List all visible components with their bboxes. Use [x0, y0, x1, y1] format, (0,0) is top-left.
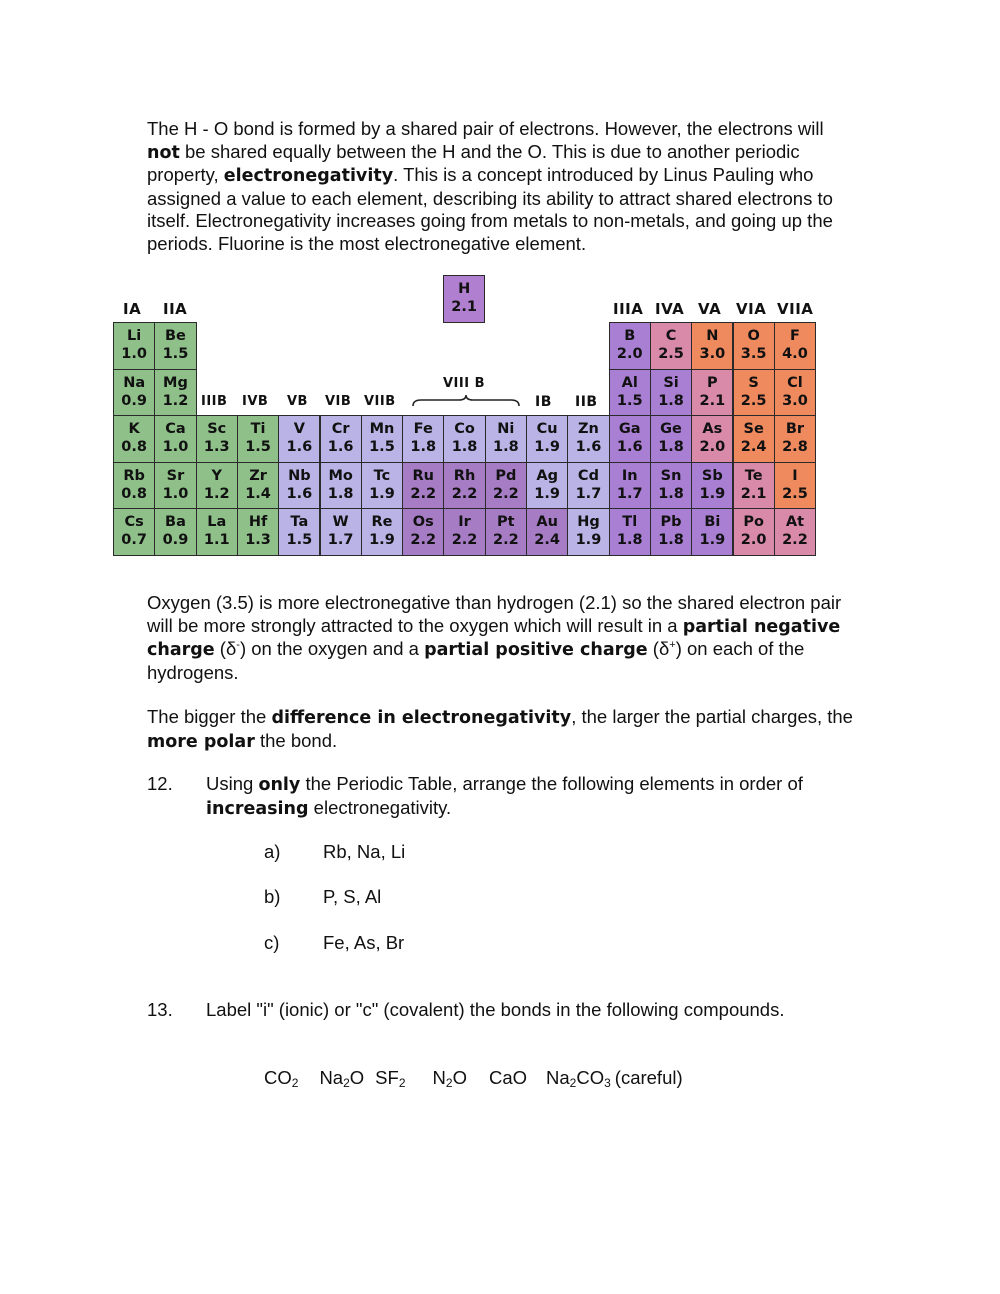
electronegativity-value: 1.9: [369, 485, 395, 502]
compound-part: CO: [264, 1067, 292, 1088]
element-cell-na: [113, 369, 155, 417]
electronegativity-value: 1.7: [327, 532, 354, 548]
compound-n2o: [433, 1067, 467, 1088]
element-symbol: Hg: [577, 514, 600, 530]
element-symbol: W: [332, 514, 349, 530]
electronegativity-value: 1.7: [616, 485, 643, 502]
element-cell-o: [733, 322, 775, 370]
electronegativity-value: 1.8: [410, 439, 437, 455]
element-symbol: Ru: [412, 467, 434, 484]
question-13-number: 13.: [147, 999, 173, 1020]
element-symbol: Os: [412, 514, 434, 530]
group-label-va: VA: [698, 300, 722, 318]
group-label-iia: IIA: [163, 300, 188, 318]
bold-only: only: [258, 775, 301, 795]
element-cell-fe: [402, 415, 444, 463]
element-cell-ga: [609, 415, 651, 463]
compound-cao: CaO: [488, 1067, 527, 1088]
group-label-vb: VB: [287, 394, 308, 409]
element-cell-bi: [691, 508, 733, 556]
element-cell-cs: [113, 508, 155, 556]
electronegativity-value: 0.9: [162, 532, 189, 548]
superscript-plus: +: [669, 639, 676, 652]
intro-bold-not: not: [147, 142, 180, 163]
element-symbol: Ti: [250, 421, 266, 437]
oxygen-text: ) on each of the hydrogens.: [147, 638, 805, 683]
element-cell-rh: [443, 462, 485, 510]
element-symbol: Bi: [704, 514, 721, 530]
group-label-via: VIA: [736, 300, 767, 318]
electronegativity-value: 1.3: [203, 439, 230, 455]
element-symbol: Po: [743, 514, 764, 530]
element-symbol: Mo: [328, 467, 353, 484]
element-symbol: In: [621, 467, 638, 484]
element-cell-pb: [650, 508, 692, 556]
element-symbol: Cd: [577, 467, 599, 484]
element-cell-in: [609, 462, 651, 510]
element-cell-zr: [237, 462, 279, 510]
bold-partial-positive: partial positive charge: [424, 640, 648, 661]
intro-bold-electronegativity: electronegativity: [223, 166, 394, 187]
oxygen-text: (δ: [647, 638, 670, 660]
element-cell-tl: [609, 508, 651, 556]
electronegativity-value: 1.5: [369, 439, 395, 455]
element-symbol: Sn: [660, 467, 682, 484]
element-symbol: Ga: [618, 421, 641, 437]
intro-text: be shared equally between the H and the O. This is due to another periodic property,: [147, 140, 800, 186]
compound-sf2: [375, 1067, 405, 1088]
compound-part: Na: [546, 1067, 570, 1088]
question-12-text: [206, 773, 856, 820]
element-cell-br: [774, 415, 816, 463]
electronegativity-value: 2.8: [782, 439, 808, 455]
bold-increasing: increasing: [206, 798, 309, 819]
electronegativity-value: 1.0: [121, 346, 147, 362]
polarity-text: the bond.: [254, 729, 338, 751]
electronegativity-value: 2.2: [451, 485, 478, 502]
element-cell-mn: [361, 415, 403, 463]
group-label-viia: VIIA: [777, 300, 814, 318]
bold-partial-negative: partial negative charge: [147, 616, 841, 661]
subscript: 3: [604, 1076, 611, 1090]
group-label-ib: IB: [535, 394, 552, 410]
electronegativity-value: 2.0: [616, 346, 643, 362]
electronegativity-value: 0.8: [121, 439, 147, 455]
electronegativity-value: 4.0: [782, 346, 808, 362]
element-symbol: Tc: [373, 467, 391, 484]
element-cell-pd: [485, 462, 527, 510]
compound-list: [264, 1067, 683, 1095]
electronegativity-value: 1.9: [575, 532, 602, 548]
electronegativity-value: 1.2: [203, 485, 230, 502]
element-cell-se: [733, 415, 775, 463]
subscript: 2: [569, 1076, 577, 1090]
intro-paragraph: [147, 118, 857, 256]
element-cell-at: [774, 508, 816, 556]
compound-na2o: [319, 1067, 364, 1088]
electronegativity-value: 1.6: [616, 439, 643, 455]
compound-co2: [264, 1067, 298, 1088]
electronegativity-value: 2.1: [740, 485, 767, 502]
electronegativity-value: 1.3: [245, 532, 271, 548]
element-symbol: Fe: [413, 421, 433, 437]
element-symbol: Y: [211, 467, 222, 484]
electronegativity-value: 1.9: [534, 485, 560, 502]
electronegativity-value: 2.1: [699, 392, 726, 409]
electronegativity-value: 1.7: [575, 485, 602, 502]
electronegativity-value: 1.8: [658, 485, 684, 502]
element-cell-ta: [278, 508, 320, 556]
element-cell-cr: [320, 415, 362, 463]
element-symbol: C: [665, 328, 677, 344]
q12-item-b-text: P, S, Al: [323, 886, 382, 907]
element-symbol: Nb: [288, 467, 311, 484]
electronegativity-value: 1.6: [327, 439, 354, 455]
element-symbol: K: [128, 421, 140, 437]
polarity-text: , the larger the partial charges, the: [571, 706, 853, 727]
electronegativity-value: 1.8: [658, 532, 684, 548]
element-symbol: At: [785, 514, 805, 530]
q12-text: Using: [206, 773, 259, 794]
electronegativity-value: 1.8: [658, 439, 684, 455]
electronegativity-value: 1.9: [534, 439, 560, 455]
electronegativity-value: 1.5: [162, 346, 189, 362]
electronegativity-value: 2.2: [492, 532, 519, 548]
element-symbol: Si: [663, 374, 679, 391]
group-label-iiib: IIIB: [201, 394, 228, 409]
element-cell-v: [278, 415, 320, 463]
element-cell-y: [196, 462, 238, 510]
subscript: 2: [291, 1076, 299, 1090]
element-cell-ca: [154, 415, 196, 463]
electronegativity-value: 2.0: [740, 532, 767, 548]
element-cell-li: [113, 322, 155, 370]
element-symbol: Ba: [165, 514, 186, 530]
element-symbol: Rb: [123, 467, 145, 484]
compound-na2co3: [546, 1067, 611, 1088]
element-symbol: Sc: [207, 421, 227, 437]
electronegativity-value: 2.5: [782, 485, 808, 502]
element-symbol: Pd: [495, 467, 517, 484]
subscript: 2: [343, 1076, 350, 1090]
element-symbol: Ag: [536, 467, 558, 484]
element-symbol: Br: [785, 421, 805, 437]
element-cell-sr: [154, 462, 196, 510]
compound-part: O: [349, 1067, 365, 1088]
element-symbol: Ta: [290, 514, 309, 530]
element-symbol: Mg: [163, 374, 188, 391]
element-symbol: Rh: [453, 467, 476, 484]
element-cell-ag: [526, 462, 568, 510]
element-cell-k: [113, 415, 155, 463]
element-cell-mo: [320, 462, 362, 510]
element-cell-nb: [278, 462, 320, 510]
compound-part: Na: [319, 1067, 344, 1088]
intro-text: . This is a concept introduced by Linus Pauling who assigned a value to each element, describing its ability to attract shared electrons to itself. Electronegativity increases going from metals to non-metals, and going up the periods. Fluorine is the most electronegative element.: [147, 164, 833, 254]
element-cell-rb: [113, 462, 155, 510]
electronegativity-value: 1.5: [286, 532, 313, 548]
element-symbol: S: [748, 374, 759, 391]
element-cell-te: [733, 462, 775, 510]
element-cell-s: [733, 369, 775, 417]
electronegativity-value: 0.7: [121, 532, 147, 548]
q12-item-a-text: Rb, Na, Li: [323, 841, 406, 862]
element-symbol: Ge: [660, 421, 682, 437]
element-symbol: Re: [371, 514, 393, 530]
element-symbol: Ni: [497, 421, 515, 437]
group-label-vib: VIB: [325, 394, 352, 409]
electronegativity-value: 1.5: [245, 439, 271, 455]
superscript-minus: -: [236, 639, 240, 652]
group-label-ia: IA: [123, 300, 142, 318]
compound-part: SF: [375, 1067, 399, 1088]
element-cell-pt: [485, 508, 527, 556]
electronegativity-value: 2.2: [782, 532, 808, 548]
element-symbol: Zn: [578, 421, 599, 437]
q12-text: the Periodic Table, arrange the following elements in order of: [300, 773, 803, 794]
question-13-text: Label "i" (ionic) or "c" (covalent) the bonds in the following compounds.: [206, 999, 785, 1020]
element-cell-n: [691, 322, 733, 370]
element-cell-re: [361, 508, 403, 556]
intro-text: The H - O bond is formed by a shared pair of electrons. However, the electrons will: [147, 118, 824, 139]
element-cell-ir: [443, 508, 485, 556]
element-cell-hf: [237, 508, 279, 556]
electronegativity-value: 1.9: [369, 532, 395, 548]
electronegativity-value: 0.9: [121, 392, 147, 409]
electronegativity-value: 1.6: [286, 485, 313, 502]
electronegativity-value: 1.6: [575, 439, 602, 455]
element-cell-w: [320, 508, 362, 556]
element-symbol: Ca: [165, 421, 186, 437]
electronegativity-value: 1.9: [699, 485, 726, 502]
element-cell-as: [691, 415, 733, 463]
careful-note: (careful): [614, 1067, 683, 1088]
element-symbol: N: [706, 328, 719, 344]
element-symbol: Cr: [331, 421, 350, 437]
electronegativity-value: 1.8: [492, 439, 519, 455]
oxygen-text: Oxygen (3.5) is more electronegative than hydrogen (2.1) so the shared electron pair will be more strongly attracted to the oxygen which will result in a: [147, 592, 842, 636]
element-cell-b: [609, 322, 651, 370]
oxygen-paragraph: [147, 592, 857, 684]
element-cell-c: [650, 322, 692, 370]
electronegativity-value: 2.5: [658, 346, 684, 362]
element-cell-ti: [237, 415, 279, 463]
element-cell-au: [526, 508, 568, 556]
periodic-table-figure: [113, 268, 814, 568]
electronegativity-value: 1.2: [162, 392, 189, 409]
subscript: 2: [398, 1076, 406, 1090]
element-cell-tc: [361, 462, 403, 510]
q12-item-b-label: b): [264, 886, 281, 907]
element-cell-al: [609, 369, 651, 417]
element-cell-ba: [154, 508, 196, 556]
polarity-paragraph: [147, 706, 857, 753]
group-label-iiia: IIIA: [613, 300, 644, 318]
element-symbol: Pt: [497, 514, 515, 530]
element-symbol: Sr: [166, 467, 185, 484]
element-symbol: Au: [536, 514, 558, 530]
bold-more-polar: more polar: [147, 731, 255, 752]
element-symbol: Sb: [701, 467, 723, 484]
element-cell-ru: [402, 462, 444, 510]
element-symbol: Li: [127, 328, 142, 344]
compound-part: O: [452, 1067, 467, 1088]
element-symbol: Na: [123, 374, 146, 391]
element-cell-ni: [485, 415, 527, 463]
electronegativity-value: 2.2: [492, 485, 519, 502]
element-cell-cd: [567, 462, 609, 510]
element-symbol: V: [293, 421, 305, 437]
element-symbol: Cu: [536, 421, 558, 437]
element-cell-os: [402, 508, 444, 556]
group-label-ivb: IVB: [242, 394, 269, 409]
question-12-number: 12.: [147, 773, 173, 794]
element-cell-f: [774, 322, 816, 370]
group-label-iva: IVA: [655, 300, 685, 318]
electronegativity-value: 1.0: [162, 439, 189, 455]
element-cell-h: [443, 275, 485, 323]
element-cell-si: [650, 369, 692, 417]
element-cell-hg: [567, 508, 609, 556]
element-cell-i: [774, 462, 816, 510]
element-cell-be: [154, 322, 196, 370]
electronegativity-value: 0.8: [121, 485, 147, 502]
element-symbol: Se: [743, 421, 764, 437]
electronegativity-value: 2.0: [699, 439, 726, 455]
q12-item-c-text: Fe, As, Br: [323, 932, 405, 953]
viiib-brace: [411, 394, 521, 410]
element-cell-la: [196, 508, 238, 556]
element-symbol: Mn: [369, 421, 395, 437]
element-cell-mg: [154, 369, 196, 417]
polarity-text: The bigger the: [147, 706, 272, 727]
electronegativity-value: 3.0: [699, 346, 726, 362]
element-symbol: Pb: [660, 514, 682, 530]
electronegativity-value: 1.5: [616, 392, 643, 409]
element-cell-cl: [774, 369, 816, 417]
element-symbol: Te: [744, 467, 763, 484]
element-cell-sn: [650, 462, 692, 510]
group-label-iib: IIB: [575, 394, 598, 410]
electronegativity-value: 2.2: [410, 532, 437, 548]
element-symbol: As: [702, 421, 723, 437]
element-symbol: Zr: [249, 467, 267, 484]
element-symbol: Al: [621, 374, 638, 391]
electronegativity-value: 1.8: [658, 392, 684, 409]
electronegativity-value: 2.5: [740, 392, 767, 409]
electronegativity-value: 2.4: [740, 439, 767, 455]
subscript: 2: [445, 1076, 453, 1090]
q12-text: electronegativity.: [308, 796, 452, 818]
element-symbol: P: [707, 374, 718, 391]
element-symbol: La: [207, 514, 227, 530]
electronegativity-value: 2.2: [410, 485, 437, 502]
oxygen-text: ) on the oxygen and a: [239, 638, 425, 660]
q12-item-a-label: a): [264, 841, 281, 862]
electronegativity-value: 1.0: [162, 485, 189, 502]
element-cell-ge: [650, 415, 692, 463]
electronegativity-value: 3.0: [782, 392, 808, 409]
electronegativity-value: 1.8: [327, 485, 354, 502]
element-symbol: B: [624, 328, 636, 344]
electronegativity-value: 1.4: [245, 485, 271, 502]
electronegativity-value: 1.1: [203, 532, 230, 548]
element-symbol: Tl: [622, 514, 638, 530]
element-cell-cu: [526, 415, 568, 463]
electronegativity-value: 2.2: [451, 532, 478, 548]
bold-difference: difference in electronegativity: [271, 708, 572, 728]
electronegativity-value: 3.5: [740, 346, 767, 362]
element-cell-co: [443, 415, 485, 463]
group-label-viib: VIIB: [364, 394, 396, 409]
electronegativity-value: 2.1: [451, 299, 477, 315]
element-symbol: Cl: [787, 374, 803, 391]
element-cell-zn: [567, 415, 609, 463]
element-cell-po: [733, 508, 775, 556]
element-symbol: I: [792, 467, 798, 484]
electronegativity-value: 1.8: [616, 532, 643, 548]
element-cell-sb: [691, 462, 733, 510]
element-symbol: Cs: [124, 514, 144, 530]
compound-part: CO: [576, 1067, 605, 1088]
element-symbol: H: [458, 281, 471, 297]
electronegativity-value: 1.8: [451, 439, 478, 455]
element-cell-p: [691, 369, 733, 417]
electronegativity-value: 1.6: [286, 439, 313, 455]
group-label-viiib: VIII B: [443, 376, 486, 391]
element-symbol: Ir: [458, 514, 471, 530]
element-symbol: Hf: [248, 514, 268, 530]
oxygen-text: (δ: [214, 638, 237, 660]
electronegativity-value: 2.4: [534, 532, 560, 548]
q12-item-c-label: c): [264, 932, 280, 953]
element-symbol: Be: [165, 328, 186, 344]
element-symbol: Co: [454, 421, 475, 437]
element-symbol: O: [747, 328, 760, 344]
compound-part: N: [432, 1067, 446, 1088]
element-symbol: F: [789, 328, 800, 344]
electronegativity-value: 1.9: [699, 532, 726, 548]
element-cell-sc: [196, 415, 238, 463]
